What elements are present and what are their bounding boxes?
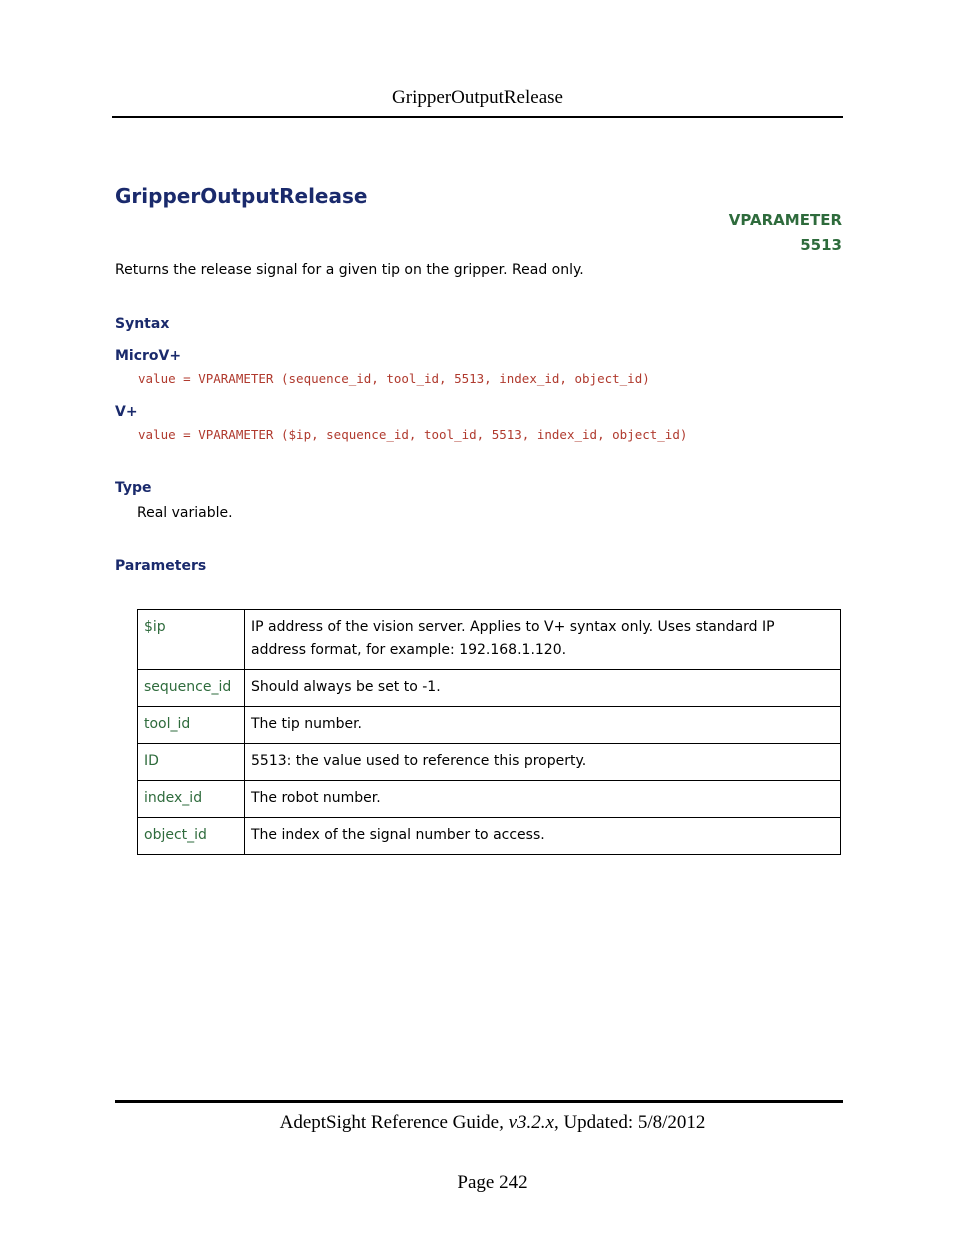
running-header: GripperOutputRelease xyxy=(392,87,563,108)
footer-text xyxy=(115,1112,870,1134)
param-desc: The tip number. xyxy=(245,707,841,744)
type-heading: Type xyxy=(115,480,152,496)
table-row xyxy=(138,707,841,744)
microv-code: value = VPARAMETER (sequence_id, tool_id, 5513, index_id, object_id) xyxy=(138,371,650,386)
header-rule xyxy=(112,116,843,118)
param-name: object_id xyxy=(138,818,245,855)
param-name: sequence_id xyxy=(138,670,245,707)
footer-version: , v3.2.x xyxy=(499,1112,554,1133)
page-title: GripperOutputRelease xyxy=(115,184,368,208)
table-row xyxy=(138,744,841,781)
param-desc: IP address of the vision server. Applies to V+ syntax only. Uses standard IP address format, for example: 192.168.1.120. xyxy=(245,610,841,670)
table-row xyxy=(138,781,841,818)
param-name: ID xyxy=(138,744,245,781)
table-row xyxy=(138,818,841,855)
vparameter-block xyxy=(729,208,842,258)
param-desc: The robot number. xyxy=(245,781,841,818)
syntax-heading: Syntax xyxy=(115,316,170,332)
microv-heading: MicroV+ xyxy=(115,348,182,364)
vparameter-label: VPARAMETER xyxy=(728,211,842,229)
footer-guide: AdeptSight Reference Guide xyxy=(279,1112,500,1133)
param-name: tool_id xyxy=(138,707,245,744)
parameters-table xyxy=(137,609,841,855)
table-row xyxy=(138,610,841,670)
param-desc: 5513: the value used to reference this property. xyxy=(245,744,841,781)
page-number: Page 242 xyxy=(457,1172,528,1193)
param-desc: Should always be set to -1. xyxy=(245,670,841,707)
description: Returns the release signal for a given tip on the gripper. Read only. xyxy=(115,262,584,278)
param-name: index_id xyxy=(138,781,245,818)
parameters-heading: Parameters xyxy=(115,558,207,574)
footer-updated: , Updated: 5/8/2012 xyxy=(553,1112,706,1133)
vplus-heading: V+ xyxy=(115,404,138,420)
param-name: $ip xyxy=(138,610,245,670)
vparameter-id: 5513 xyxy=(800,236,842,254)
table-row xyxy=(138,670,841,707)
param-desc: The index of the signal number to access. xyxy=(245,818,841,855)
type-value: Real variable. xyxy=(137,505,233,521)
footer-rule xyxy=(115,1100,843,1103)
vplus-code: value = VPARAMETER ($ip, sequence_id, tool_id, 5513, index_id, object_id) xyxy=(138,427,688,442)
